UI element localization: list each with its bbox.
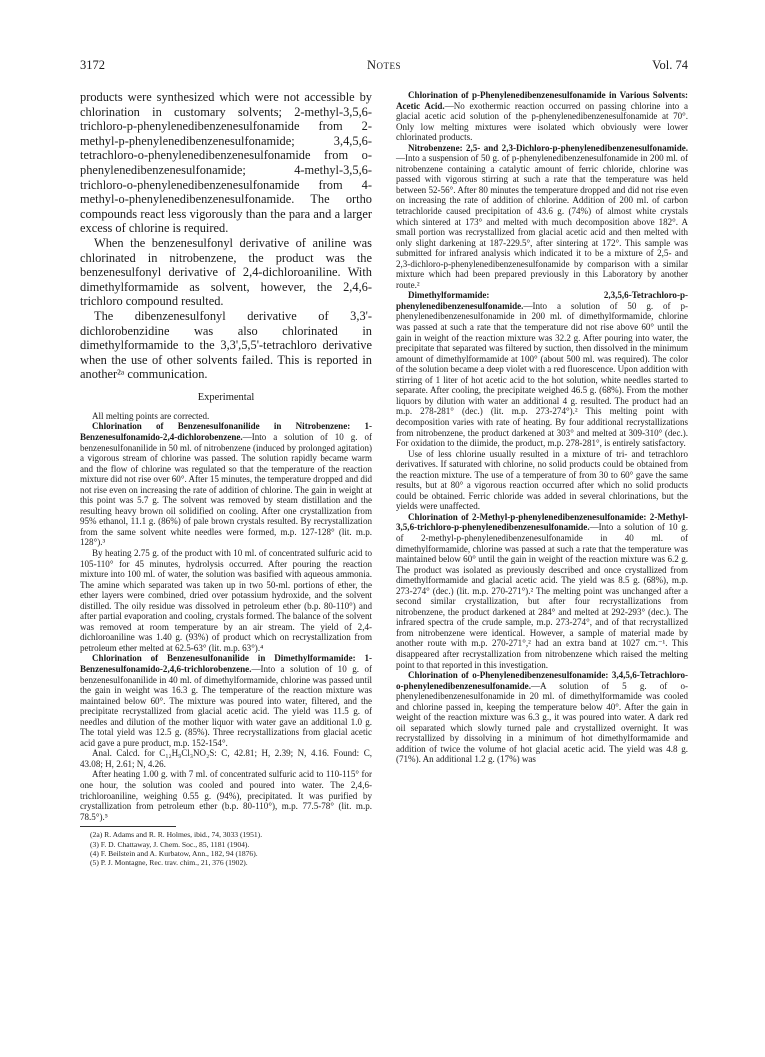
volume-label: Vol. 74	[652, 58, 688, 72]
procedure-nitrobenzene	[80, 421, 372, 548]
procedure-body: —No exothermic reaction occurred on passing chlorine into a glacial acetic acid solution of the p-phenylenedibenzenesulfonamide at 70°. Only low melting mixtures were isolated which obviously were lower chlorinated products.	[396, 100, 688, 143]
procedure-title: Nitrobenzene: 2,5- and 2,3-Dichloro-p-phenylenedibenzenesulfonamide.	[408, 142, 688, 153]
procedure-title: Chlorination of Benzenesulfonanilide in Dimethylformamide: 1-Benzenesulfonamido-2,4,6-trichlorobenzene.	[80, 653, 372, 674]
footnote: (2a) R. Adams and R. R. Holmes, ibid., 74, 3033 (1951).	[90, 830, 263, 840]
section-title: Notes	[366, 58, 402, 72]
procedure-body: —A solution of 5 g. of o-phenylenedibenzenesulfonamide in 20 ml. of dimethylformamide was cooled and chlorine passed in, keeping the temperature below 40°. After the gain in weight of the reaction mixture was 6.3 g., it was poured into water. A dark red oil separated which slowly turned pale and crystallized overnight. It was recrystallized by dissolving in a minimum of hot dimethylformamide and addition of twice the volume of hot glacial acetic acid. The yield was 4.8 g. (71%). An additional 1.2 g. (17%) was	[396, 680, 688, 765]
intro-paragraph-3: The dibenzenesulfonyl derivative of 3,3'-dichlorobenzidine was also chlorinated in dimethylformamide to the 3,3',5,5'-tetrachloro derivative when the use of other solvents failed. This is reported in another²ᵃ communication.	[80, 308, 372, 382]
procedure-body: —Into a solution of 10 g. of benzenesulfonanilide in 50 ml. of nitrobenzene (induced by prolonged agitation) a vigorous stream of chlorine was passed. The solution rapidly became warm and the flow of chlorine was regulated so that the temperature of the reaction mixture did not rise over 60°. After 15 minutes, the temperature dropped and did not rise even on increasing the rate of addition of chlorine. The gain in weight at this point was 5.7 g. The solvent was removed by steam distillation and the resulting heavy brown oil solidified on cooling. After one crystallization from 95% ethanol, 11.1 g. (86%) of pale brown crystals resulted. By recrystallization from the same solvent white needles were formed, m.p. 127-128° (lit. m.p. 128°).³	[80, 431, 372, 548]
procedure-dmf-tetrachloro	[396, 290, 688, 448]
page-number: 3172	[80, 58, 105, 72]
procedure-body: —Into a solution of 10 g. of 2-methyl-p-phenylenedibenzenesulfonamide in 40 ml. of dimethylformamide, chlorine was passed at such a rate that the temperature was maintained below 60° until the gain in weight of the reaction mixture was 6.2 g. The product was isolated as previously described and once crystallized from dimethylformamide and glacial acetic acid. The yield was 8.5 g. (68%), m.p. 273-274° (dec.) (lit. m.p. 270-271°).² The melting point was unchanged after a second similar crystallization, but after four recrystallizations from nitrobenzene, the product darkened at 284° and melted at 292-293° (dec.). The infrared spectra of the crude sample, m.p. 273-274°, and of that recrystallized from nitrobenzene were identical. However, a sample of material made by another route with m.p. 270-271°,² had an extra band at 1027 cm.⁻¹. This disappeared after recrystallization from nitrobenzene which raised the melting point to that reported in this investigation.	[396, 522, 688, 670]
procedure-nitrobenzene-dichloro	[396, 143, 688, 291]
procedure-title: Dimethylformamide: 2,3,5,6-Tetrachloro-p-phenylenedibenzenesulfonamide.	[396, 290, 688, 311]
procedure-2-methyl	[396, 512, 688, 670]
footnote-rule	[80, 826, 176, 827]
procedure-title: Chlorination of 2-Methyl-p-phenylenedibenzenesulfonamide: 2-Methyl-3,5,6-trichloro-p-phenylenedibenzenesulfonamide.	[396, 511, 688, 533]
intro-paragraph-2: When the benzenesulfonyl derivative of aniline was chlorinated in nitrobenzene, the product was the benzenesulfonyl derivative of 2,4-dichloroaniline. With dimethylformamide as solvent, however, the 2,4,6-trichloro compound resulted.	[80, 235, 372, 309]
trichloroaniline-paragraph: After heating 1.00 g. with 7 ml. of concentrated sulfuric acid to 110-115° for one hour, the solution was cooled and poured into water. The 2,4,6-trichloroaniline, weighing 0.55 g. (94%), precipitated. It was purified by crystallization from petroleum ether (b.p. 80-110°), m.p. 77.5-78° (lit. m.p. 78.5°).⁵	[80, 769, 372, 822]
footnote: (4) F. Beilstein and A. Kurbatow, Ann., 182, 94 (1876).	[90, 849, 258, 859]
procedure-title: Chlorination of p-Phenylenedibenzenesulfonamide in Various Solvents: Acetic Acid.	[396, 90, 688, 111]
footnote: (5) P. J. Montagne, Rec. trav. chim., 21, 376 (1902).	[90, 858, 248, 868]
procedure-body: —Into a solution of 50 g. of p-phenylenedibenzenesulfonamide in 200 ml. of dimethylformamide, chlorine was passed at such a rate that the temperature did not rise above 60° until the gain in weight of the reaction mixture was 32.2 g. After pouring into water, the precipitate that separated was filtered by suction, then dissolved in the minimum amount of dimethylformamide at 100° (about 500 ml. was required). The color of the solution became a deep violet with a red fluorescence. Upon addition with stirring of 1 liter of hot acetic acid to the hot solution, white needles started to separate. After cooling, the precipitate weighed 46.5 g. (68%). From the mother liquors by dilution with water an additional 4 g. resulted. The product had an m.p. 278-281° (dec.) (lit. m.p. 273-274°).² This melting point with decomposition varies with rate of heating. By four additional recrystallizations from nitrobenzene, the product darkened at 303° and melted at 309-310° (dec.). For oxidation to the diimide, the product, m.p. 278-281°, is entirely satisfactory.	[396, 300, 688, 449]
procedure-title: Chlorination of o-Phenylenedibenzenesulfonamide: 3,4,5,6-Tetrachloro-o-phenylenedibenzenesulfonamide.	[396, 670, 688, 691]
right-column	[396, 90, 688, 765]
hydrolysis-paragraph: By heating 2.75 g. of the product with 10 ml. of concentrated sulfuric acid to 105-110° for 45 minutes, hydrolysis occurred. After pouring the reaction mixture into 100 ml. of water, the solution was basified with aqueous ammonia. The amine which separated was taken up in two 50-ml. portions of ether, the ether layers were combined, dried over potassium hydroxide, and the solvent distilled. The oily residue was dissolved in petroleum ether (b.p. 80-110°) and after partial evaporation and cooling, crystals formed. The balance of the solvent was removed at room temperature by an air stream. The yield of 2,4-dichloroaniline was 1.40 g. (93%) of product which on recrystallization from petroleum ether melted at 62.5-63° (lit. m.p. 63°).⁴	[80, 547, 372, 653]
intro-paragraph-1: products were synthesized which were not accessible by chlorination in customary solvents; 2-methyl-3,5,6-trichloro-p-phenylenedibenzenesulfonamide from 2-methyl-p-phenylenedibenzenesulfonamide; 3,4,5,6-tetrachloro-o-phenylenedibenzenesulfonamide from o-phenylenedibenzenesulfonamide; 4-methyl-3,5,6-trichloro-o-phenylenedibenzenesulfonamide from 4-methyl-o-phenylenedibenzenesulfonamide. The ortho compounds react less vigorously than the para and a larger excess of chlorine is required.	[80, 90, 372, 236]
melting-point-note: All melting points are corrected.	[92, 410, 210, 421]
procedure-body: —Into a suspension of 50 g. of p-phenylenedibenzenesulfonamide in 200 ml. of nitrobenzene containing a catalytic amount of ferric chloride, chlorine was passed with vigorous stirring at such a rate that the temperature was held between 52-56°. After 80 minutes the temperature dropped and did not rise even on increasing the rate of addition of chlorine. Addition of 200 ml. of carbon tetrachloride caused precipitation of 43.6 g. (74%) of almost white crystals which sintered at 173° and melted with much decomposition above 182°. A small portion was recrystallized from glacial acetic acid and then melted with only slight darkening at 187-229.5°, after sintering at 172°. This sample was submitted for infrared analysis which indicated it to be a mixture of 2,5- and 2,3-dichloro-p-phenylenedibenzenesulfonamide by comparison with a similar mixture which had been prepared previously in this Laboratory by another route.²	[396, 153, 688, 290]
procedure-dimethylformamide	[80, 653, 372, 748]
procedure-body: —Into a solution of 10 g. of benzenesulfonanilide in 40 ml. of dimethylformamide, chlorine was passed until the gain in weight was 16.3 g. The temperature of the reaction mixture was maintained below 60°. The mixture was poured into water, filtered, and the precipitate recrystallized from glacial acetic acid. The yield was 11.5 g. of needles and dilution of the mother liquor with water gave an additional 1.0 g. The total yield was 12.5 g. (85%). Three recrystallizations from glacial acetic acid gave a pure product, m.p. 152-154°.	[80, 664, 372, 748]
procedure-acetic-acid	[396, 90, 688, 143]
running-header	[80, 58, 688, 74]
left-column	[80, 90, 372, 868]
procedure-ortho	[396, 670, 688, 765]
footnote: (3) F. D. Chattaway, J. Chem. Soc., 85, 1181 (1904).	[90, 839, 250, 849]
experimental-heading: Experimental	[197, 391, 255, 403]
less-chlorine-paragraph: Use of less chlorine usually resulted in a mixture of tri- and tetrachloro derivatives. If saturated with chlorine, no solid products could be obtained from the reaction mixture. The use of a temperature of from 30 to 60° gave the same results, but at 80° a vigorous reaction occurred after which no solid products could be obtained. Ferric chloride was added in several chlorinations, but the yields were unaffected.	[396, 448, 688, 512]
procedure-title: Chlorination of Benzenesulfonanilide in Nitrobenzene: 1-Benzenesulfonamido-2,4-dichlorobenzene.	[80, 421, 372, 442]
analysis-line: Anal. Calcd. for C₁₂H₉Cl₃NO₂S: C, 42.81; H, 2.39; N, 4.16. Found: C, 43.08; H, 2.61; N, 4.26.	[80, 748, 372, 769]
